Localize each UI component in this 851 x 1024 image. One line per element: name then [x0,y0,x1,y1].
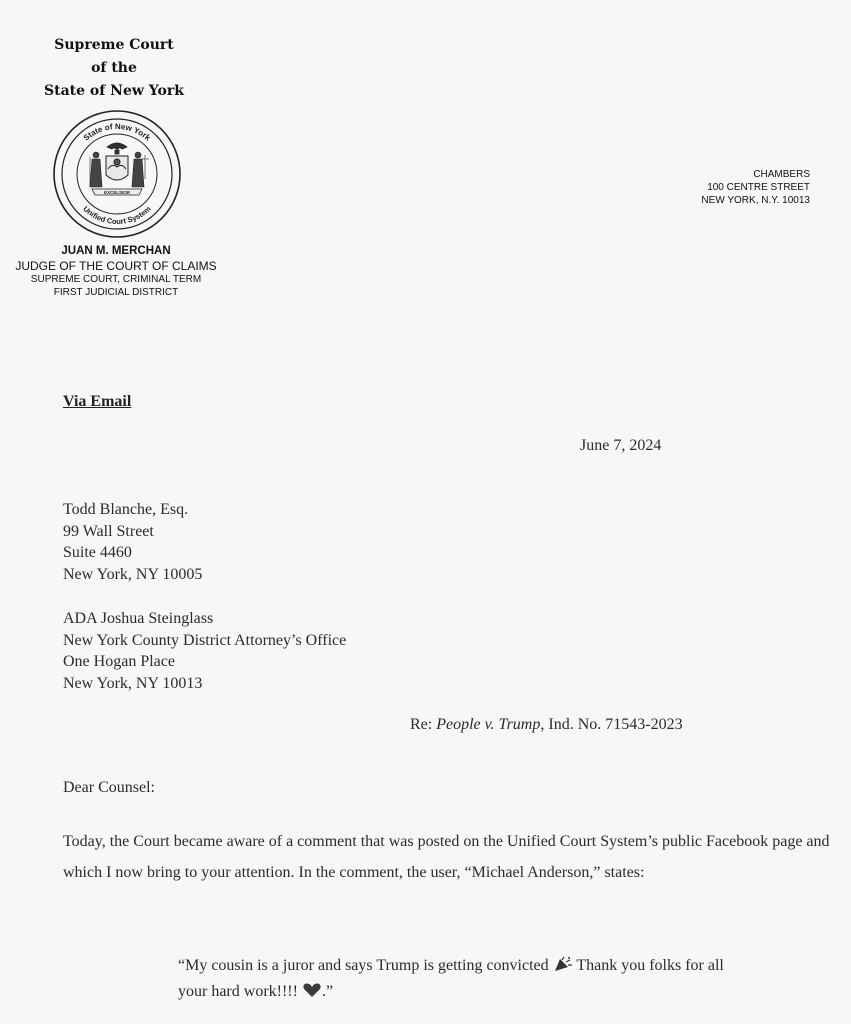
seal-top-text: State of New York [81,121,153,143]
judge-name: JUAN M. MERCHAN [61,245,171,257]
judge-district: FIRST JUDICIAL DISTRICT [53,287,179,298]
quote-part-1: “My cousin is a juror and says Trump is getting convicted [178,957,549,974]
quoted-comment [178,953,738,1005]
judge-block [0,244,232,299]
quote-part-3: .” [321,983,334,1000]
judge-title: JUDGE OF THE COURT OF CLAIMS [15,259,217,273]
address-line: ADA Joshua Steinglass [63,610,214,627]
chambers-line3: NEW YORK, N.Y. 10013 [701,195,810,206]
court-name-line3: State of New York [44,83,184,99]
address-line: One Hogan Place [63,653,175,670]
chambers-line2: 100 CENTRE STREET [707,182,810,193]
party-popper-icon [553,956,573,972]
court-name-line1: Supreme Court [54,37,174,53]
seal-motto: EXCELSIOR [103,190,131,195]
chambers-line1: CHAMBERS [753,169,810,180]
address-line: Suite 4460 [63,544,132,561]
re-prefix: Re: [410,716,437,733]
address-line: New York, NY 10013 [63,674,203,692]
letter-date: June 7, 2024 [580,437,662,454]
salutation: Dear Counsel: [63,779,155,796]
seal-bottom-text: Unified Court System [81,204,153,227]
body-paragraph: Today, the Court became aware of a comment that was posted on the Unified Court System’s public Facebook page and which I now bring to your attention. In the comment, the user, “Michael Anderson,” states: [63,833,830,881]
heart-icon [302,982,322,998]
chambers-address [640,168,810,207]
quote-part-2: Thank you folks for all your hard work!!!! [178,957,724,1000]
recipient-address-1 [63,499,202,585]
court-name-line2: of the [91,60,137,76]
address-line: Todd Blanche, Esq. [63,501,189,518]
delivery-method: Via Email [63,393,132,410]
court-name-heading [20,34,208,103]
judge-court: SUPREME COURT, CRIMINAL TERM [30,274,202,285]
address-line: New York, NY 10005 [63,565,203,583]
case-title: People v. Trump [436,716,541,733]
address-line: New York County District Attorney’s Office [63,631,347,649]
address-line: 99 Wall Street [63,522,154,540]
court-seal-icon [52,109,182,239]
re-line [410,716,683,734]
recipient-address-2 [63,608,346,694]
re-suffix: , Ind. No. 71543-2023 [540,716,683,733]
